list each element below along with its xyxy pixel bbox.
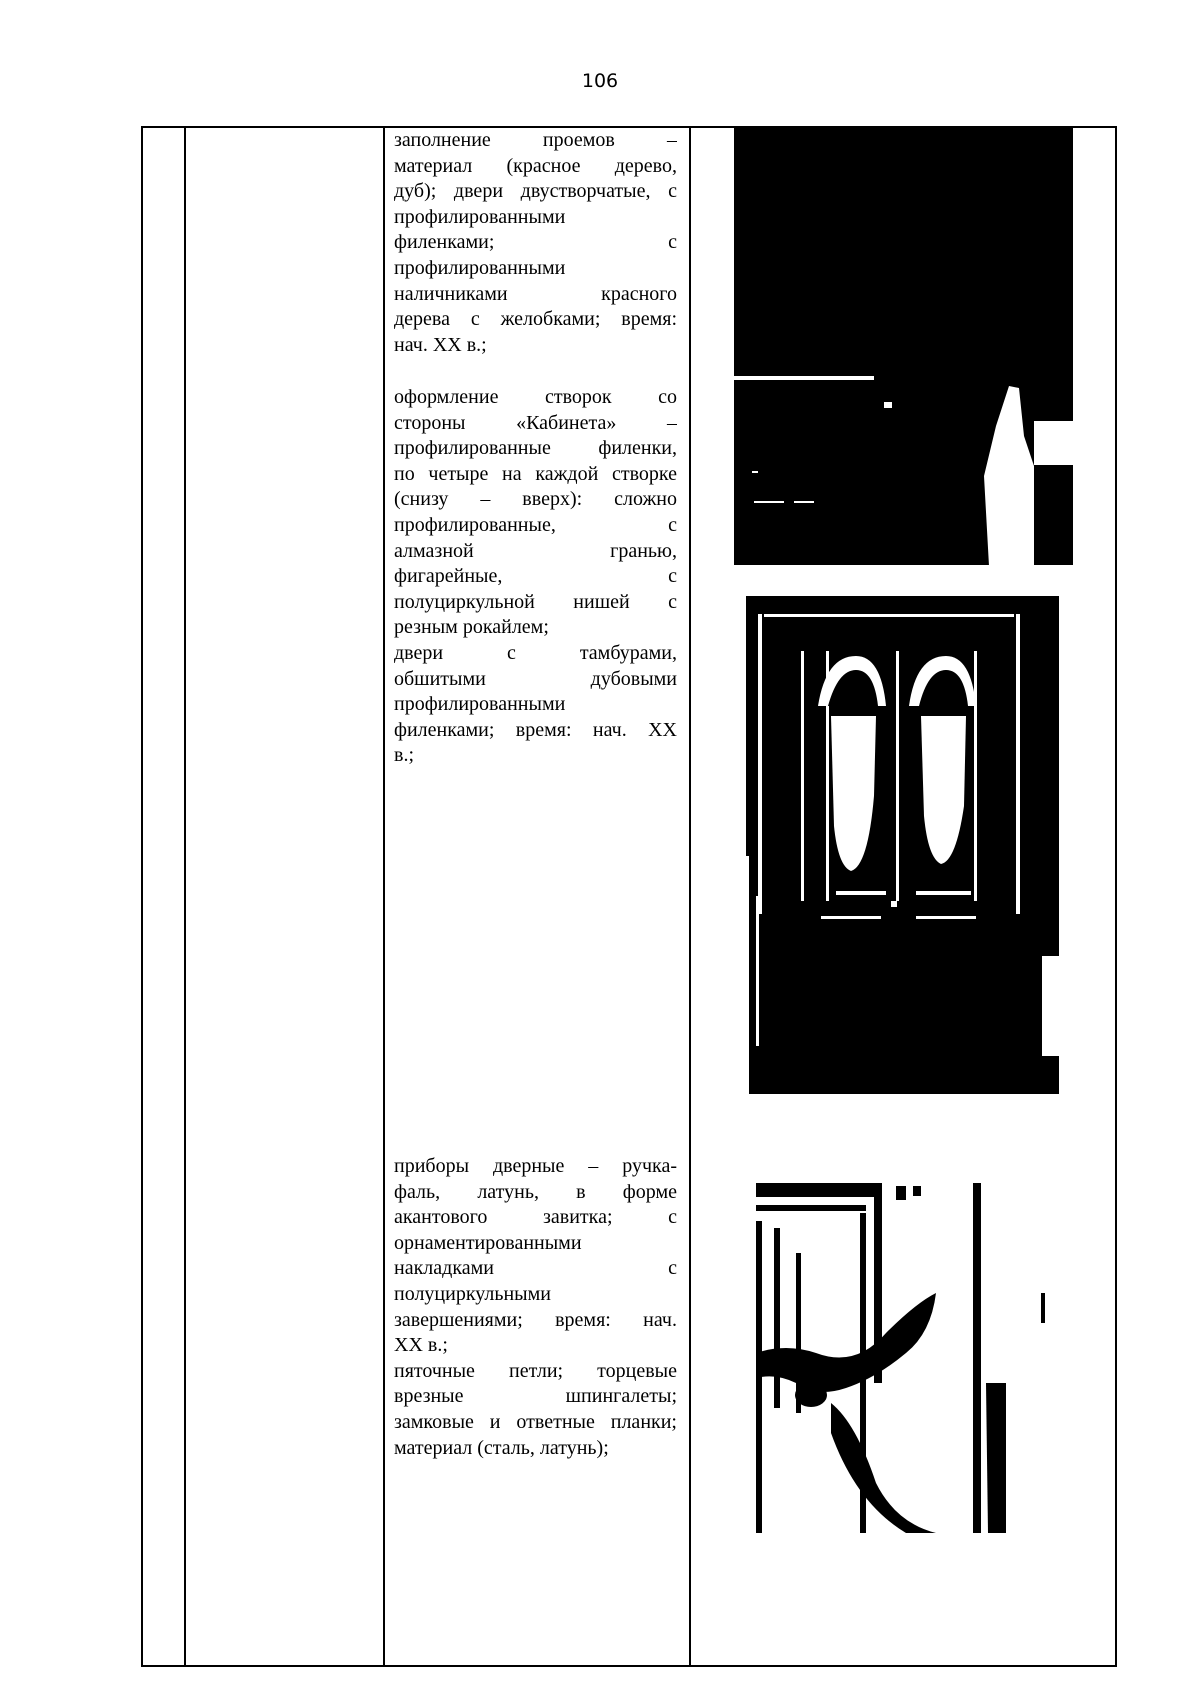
text-line: стороны «Кабинета» – <box>394 411 677 434</box>
text-line: по четыре на каждой створке <box>394 462 677 485</box>
door-opening-photo <box>734 126 1073 565</box>
text-line: профилированными <box>394 693 566 716</box>
description-paragraph-fittings <box>394 1154 677 1461</box>
text-line: врезные шпингалеты; <box>394 1385 677 1408</box>
description-cell <box>394 1154 677 1461</box>
description-cell <box>394 385 677 769</box>
text-line: резным рокайлем; <box>394 616 549 639</box>
description-paragraph-openings <box>394 128 677 358</box>
description-paragraph-leaves <box>394 385 677 769</box>
text-line: замковые и ответные планки; <box>394 1410 677 1433</box>
text-line: профилированные филенки, <box>394 437 677 460</box>
double-door-image <box>746 596 1059 1094</box>
text-line: обшитыми дубовыми <box>394 667 677 690</box>
column-divider <box>184 128 186 1665</box>
text-line: (снизу – вверх): сложно <box>394 488 677 511</box>
text-line: профилированными <box>394 205 566 228</box>
description-cell <box>394 128 677 358</box>
door-handle-image <box>756 1183 1051 1533</box>
text-line: орнаментированными <box>394 1231 582 1254</box>
text-line: филенками; время: нач. XX <box>394 718 677 741</box>
text-line: XX в.; <box>394 1334 448 1357</box>
text-line: филенками; с <box>394 231 677 254</box>
column-divider <box>383 128 385 1665</box>
text-line: дуб); двери двустворчатые, с <box>394 180 677 203</box>
text-line: полуциркульными <box>394 1282 551 1305</box>
text-line: дерева с желобками; время: <box>394 308 677 331</box>
text-line: профилированные, с <box>394 513 677 536</box>
double-door-photo <box>746 596 1059 1094</box>
text-line: в.; <box>394 744 414 767</box>
text-line: алмазной гранью, <box>394 539 677 562</box>
text-line: наличниками красного <box>394 282 677 305</box>
door-handle-photo <box>756 1183 1051 1533</box>
text-line: двери с тамбурами, <box>394 641 677 664</box>
text-line: профилированными <box>394 256 566 279</box>
text-line: накладками с <box>394 1257 677 1280</box>
text-line: нач. XX в.; <box>394 333 487 356</box>
column-divider <box>689 128 691 1665</box>
text-line: фаль, латунь, в форме <box>394 1180 677 1203</box>
text-line: приборы дверные – ручка- <box>394 1155 677 1177</box>
text-line: пяточные петли; торцевые <box>394 1359 677 1382</box>
text-line: заполнение проемов – <box>394 129 677 151</box>
door-opening-image <box>734 126 1073 565</box>
text-line: полуциркульной нишей с <box>394 590 677 613</box>
text-line: завершениями; время: нач. <box>394 1308 677 1331</box>
text-line: материал (сталь, латунь); <box>394 1436 609 1459</box>
page-number: 106 <box>581 70 619 92</box>
text-line: фигарейные, с <box>394 565 677 588</box>
text-line: материал (красное дерево, <box>394 154 677 177</box>
text-line: оформление створок со <box>394 386 677 408</box>
text-line: акантового завитка; с <box>394 1206 677 1229</box>
